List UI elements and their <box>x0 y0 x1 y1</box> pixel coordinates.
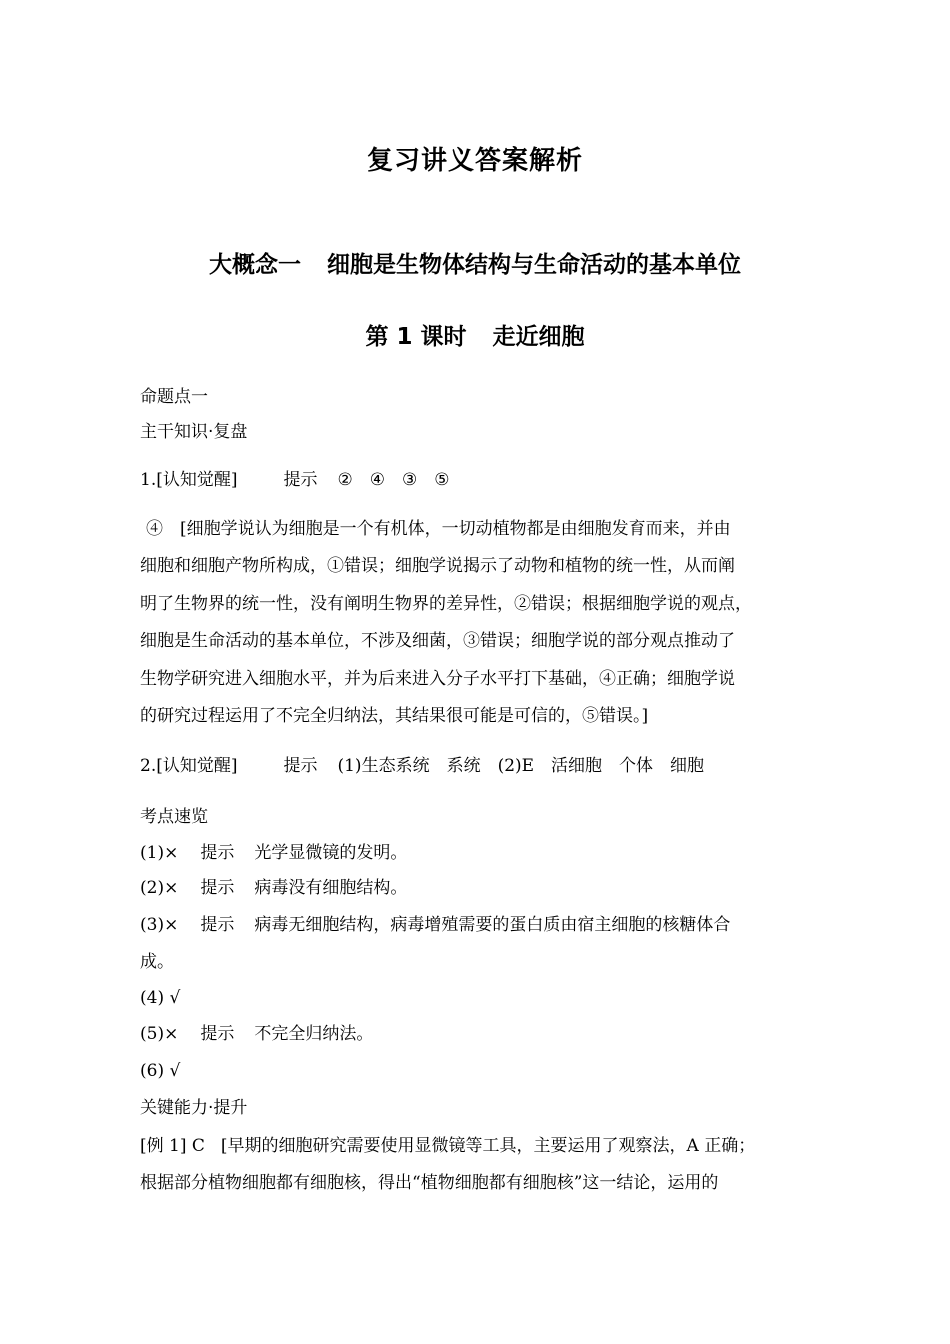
example-line: [早期的细胞研究需要使用显微镜等工具，主要运用了观察法，A 正确； <box>220 1136 756 1156</box>
item-text: 病毒无细胞结构，病毒增殖需要的蛋白质由宿主细胞的核糖体合 <box>254 915 731 935</box>
item-text: 病毒没有细胞结构。 <box>254 878 408 898</box>
concept-text: 细胞是生物体结构与生命活动的基本单位 <box>327 252 741 278</box>
explain1-line: 的研究过程运用了不完全归纳法，其结果很可能是可信的，⑤错误。] <box>140 706 649 726</box>
q2-answers: (1)生态系统 系统 (2)E 活细胞 个体 细胞 <box>337 756 705 776</box>
question-2 <box>140 754 820 778</box>
section-point: 命题点一 <box>140 387 208 407</box>
main-title: 复习讲义答案解析 <box>366 146 583 176</box>
overview-title: 考点速览 <box>140 807 208 827</box>
concept-label: 大概念一 <box>209 252 301 278</box>
ability-title: 关键能力·提升 <box>140 1098 248 1118</box>
q1-answers: ② ④ ③ ⑤ <box>337 470 450 490</box>
explain1-line: 生物学研究进入细胞水平，并为后来进入分子水平打下基础，④正确；细胞学说 <box>140 669 735 689</box>
item-text: 成。 <box>140 952 174 972</box>
item-hint: 提示 <box>200 915 235 935</box>
question-1 <box>140 468 820 492</box>
overview-item <box>140 913 820 937</box>
q2-label: 2.[认知觉醒] <box>140 756 238 776</box>
item-hint: 提示 <box>200 1024 235 1044</box>
overview-item <box>140 841 820 865</box>
lesson-text: 走近细胞 <box>492 324 585 350</box>
q1-label: 1.[认知觉醒] <box>140 470 238 490</box>
item-number: (1)× <box>140 843 179 863</box>
item-number: (3)× <box>140 915 179 935</box>
lesson-label: 第 1 课时 <box>365 324 467 350</box>
overview-item <box>140 876 820 900</box>
item-hint: 提示 <box>200 843 235 863</box>
item-number: (2)× <box>140 878 179 898</box>
item-hint: 提示 <box>200 878 235 898</box>
item-text: 光学显微镜的发明。 <box>254 843 408 863</box>
item-number: (6) √ <box>140 1061 181 1081</box>
overview-item <box>140 1059 820 1083</box>
overview-item <box>140 1022 820 1046</box>
lesson-title <box>0 318 950 351</box>
section-knowledge: 主干知识·复盘 <box>140 422 248 442</box>
example-line: 根据部分植物细胞都有细胞核，得出“植物细胞都有细胞核”这一结论，运用的 <box>140 1173 719 1193</box>
explain1-line: 明了生物界的统一性，没有阐明生物界的差异性，②错误；根据细胞学说的观点， <box>140 594 752 614</box>
example-answer: C <box>191 1136 205 1156</box>
concept-title <box>0 246 950 279</box>
q2-hint: 提示 <box>283 756 318 776</box>
overview-item <box>140 986 820 1010</box>
item-number: (5)× <box>140 1024 179 1044</box>
explain1-line: 细胞是生命活动的基本单位，不涉及细菌，③错误；细胞学说的部分观点推动了 <box>140 631 735 651</box>
q1-hint: 提示 <box>283 470 318 490</box>
example-1 <box>140 1134 820 1158</box>
item-text: 不完全归纳法。 <box>254 1024 374 1044</box>
example-label: [例 1] <box>140 1136 187 1156</box>
item-number: (4) √ <box>140 988 181 1008</box>
explain1-line: ④ [细胞学说认为细胞是一个有机体，一切动植物都是由细胞发育而来，并由 <box>146 519 731 539</box>
overview-item-continuation <box>140 950 820 974</box>
explain1-line: 细胞和细胞产物所构成，①错误；细胞学说揭示了动物和植物的统一性，从而阐 <box>140 556 735 576</box>
